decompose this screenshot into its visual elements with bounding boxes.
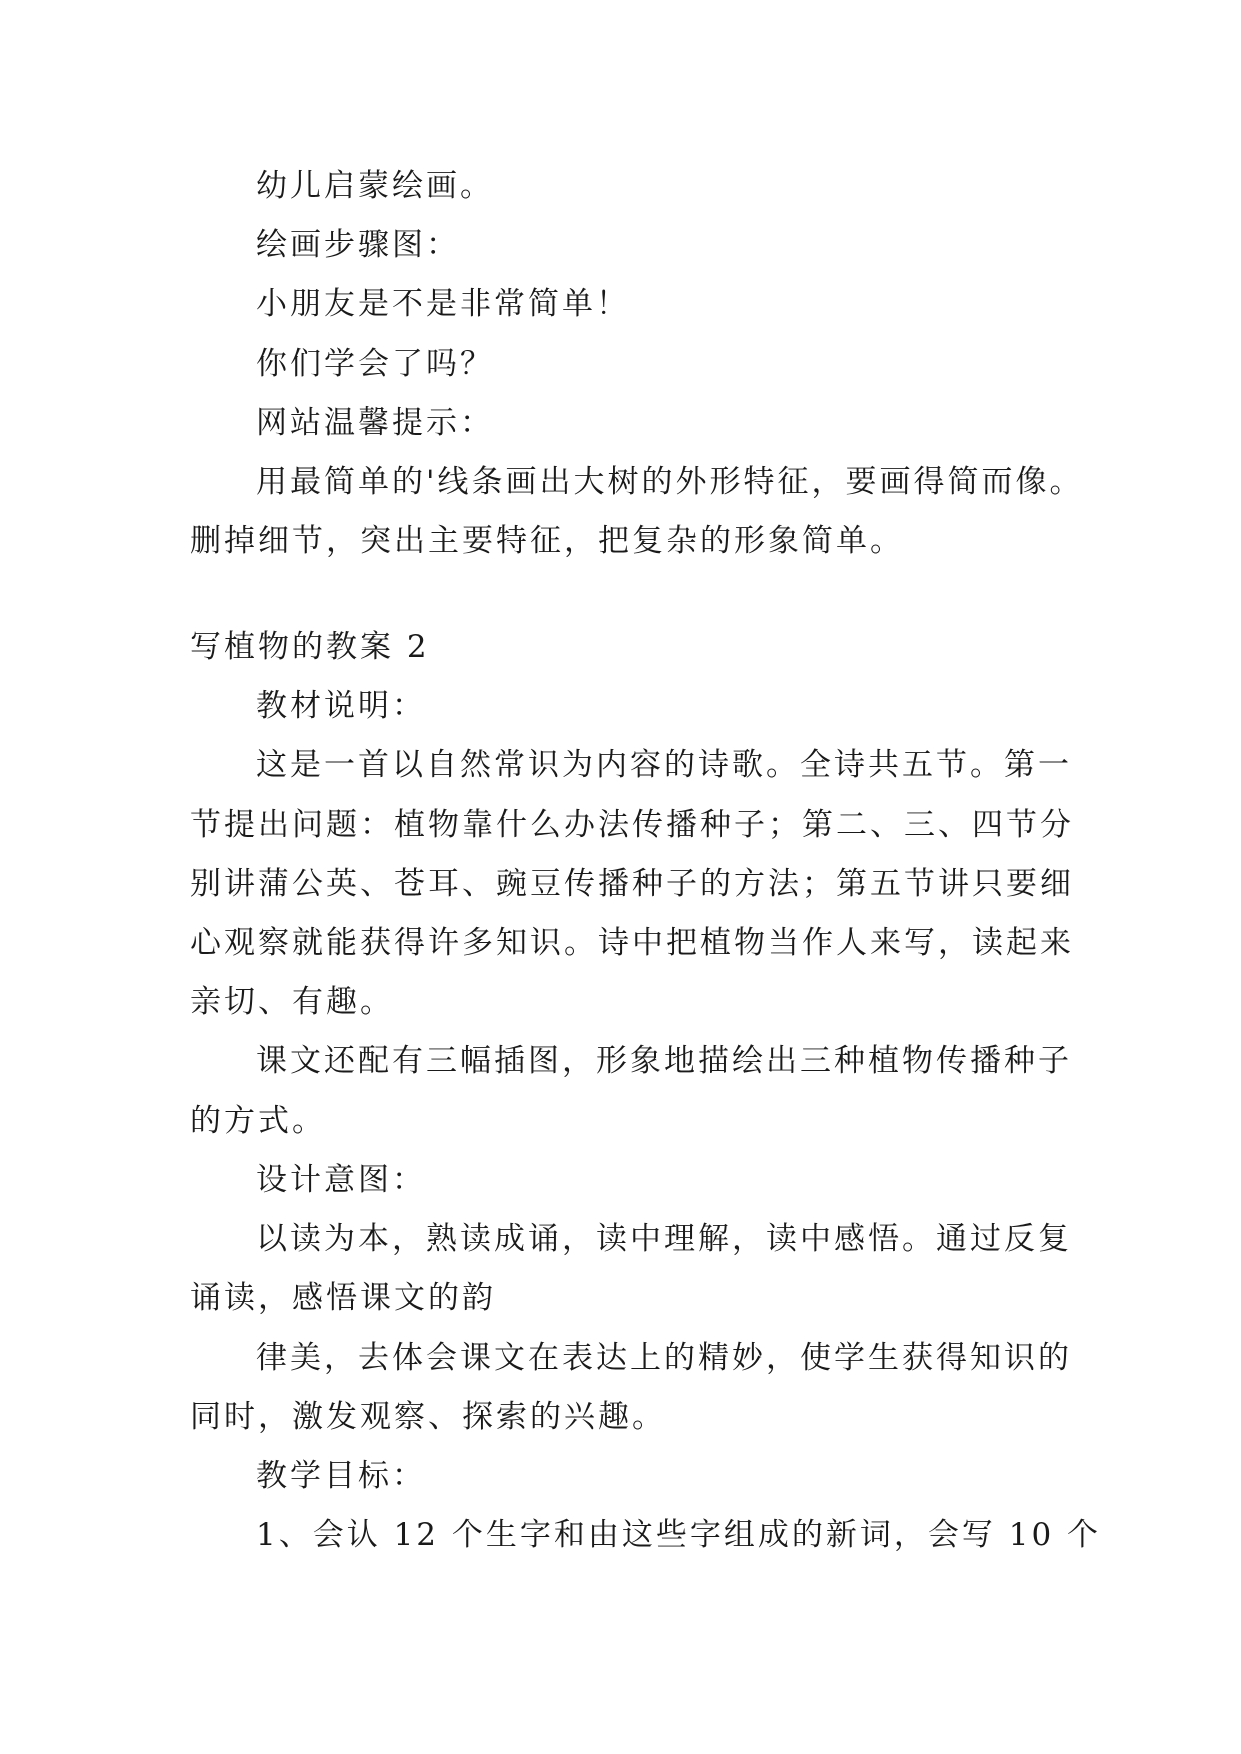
text-line: 节提出问题：植物靠什么办法传播种子；第二、三、四节分 (190, 807, 1074, 843)
text-line: 心观察就能获得许多知识。诗中把植物当作人来写，读起来 (190, 925, 1074, 961)
text-line: 你们学会了吗？ (256, 346, 494, 382)
text-line: 亲切、有趣。 (190, 984, 394, 1020)
text-line: 小朋友是不是非常简单！ (256, 286, 630, 322)
text-line: 诵读，感悟课文的韵 (190, 1280, 496, 1316)
text-line: 网站温馨提示： (256, 405, 494, 441)
section-heading: 写植物的教案 2 (190, 629, 430, 665)
text-line: 删掉细节，突出主要特征，把复杂的形象简单。 (190, 523, 904, 559)
text-line: 以读为本，熟读成诵，读中理解，读中感悟。通过反复 (256, 1221, 1072, 1257)
text-line: 设计意图： (256, 1162, 426, 1198)
text-line: 课文还配有三幅插图，形象地描绘出三种植物传播种子 (256, 1043, 1072, 1079)
text-line: 别讲蒲公英、苍耳、豌豆传播种子的方法；第五节讲只要细 (190, 866, 1074, 902)
text-line: 教学目标： (256, 1458, 426, 1494)
text-line: 律美，去体会课文在表达上的精妙，使学生获得知识的 (256, 1340, 1072, 1376)
text-line: 幼儿启蒙绘画。 (256, 168, 494, 204)
text-line: 的方式。 (190, 1103, 326, 1139)
text-line: 绘画步骤图： (256, 227, 460, 263)
text-line: 1、会认 12 个生字和由这些字组成的新词，会写 10 个 (256, 1517, 1102, 1553)
text-line: 同时，激发观察、探索的兴趣。 (190, 1399, 666, 1435)
text-line: 教材说明： (256, 688, 426, 724)
text-line: 用最简单的'线条画出大树的外形特征，要画得简而像。 (256, 464, 1084, 500)
text-line: 这是一首以自然常识为内容的诗歌。全诗共五节。第一 (256, 747, 1072, 783)
